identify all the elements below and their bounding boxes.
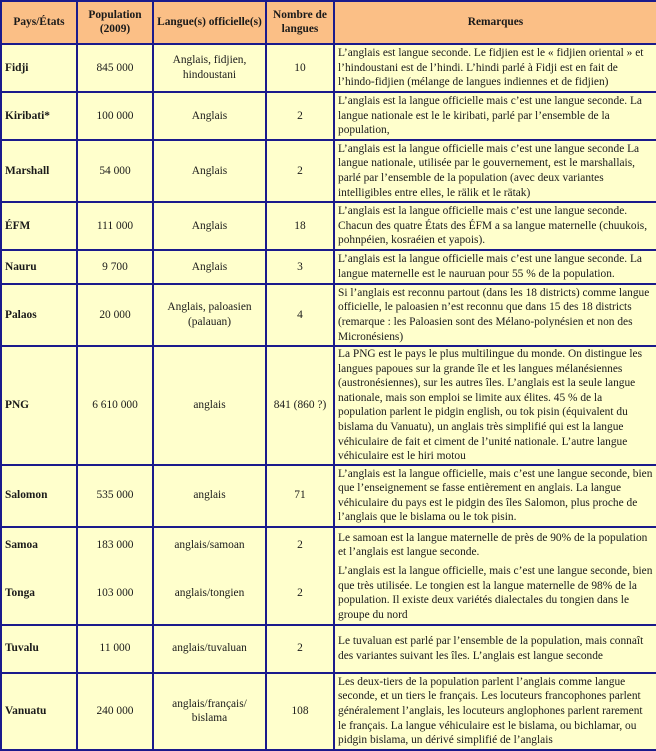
cell-remarks: Le samoan est la langue maternelle de près de 90% de la population et l’anglais est langue seconde. — [334, 527, 656, 563]
header-remarks: Remarques — [334, 1, 656, 44]
cell-official-languages: Anglais — [153, 250, 266, 284]
cell-language-count: 2 — [266, 625, 334, 673]
cell-official-languages: anglais/tongien — [153, 563, 266, 625]
cell-language-count: 10 — [266, 44, 334, 92]
cell-country: Vanuatu — [1, 673, 77, 750]
cell-remarks: L’anglais est la langue officielle mais c’est une langue seconde. Chacun des quatre États des ÉFM a sa langue maternelle (chuukois, pohnpéien, kosraéien et yapois). — [334, 202, 656, 250]
cell-remarks: Si l’anglais est reconnu partout (dans les 18 districts) comme langue officielle, le paloasien n’est reconnu que dans 15 des 18 districts (remarque : les Paloasien sont des Mélano-polynésien et non des Micronésiens) — [334, 284, 656, 346]
cell-population: 103 000 — [77, 563, 153, 625]
cell-remarks: Les deux-tiers de la population parlent l’anglais comme langue seconde, et un tiers le français. Les locuteurs francophones parlent généralement l’anglais, les locuteurs anglophones parlent rarement le français. La langue véhiculaire est le bislama, ou bichlamar, ou pidgin bislama, un dérivé simplifié de l’anglais — [334, 673, 656, 750]
cell-population: 11 000 — [77, 625, 153, 673]
cell-official-languages: Anglais — [153, 202, 266, 250]
cell-country: Samoa — [1, 527, 77, 563]
cell-language-count: 2 — [266, 527, 334, 563]
table-row — [1, 465, 656, 527]
cell-language-count: 841 (860 ?) — [266, 346, 334, 465]
cell-population: 535 000 — [77, 465, 153, 527]
cell-population: 100 000 — [77, 92, 153, 140]
cell-language-count: 3 — [266, 250, 334, 284]
cell-population: 240 000 — [77, 673, 153, 750]
table-row — [1, 44, 656, 92]
cell-official-languages: Anglais, fidjien, hindoustani — [153, 44, 266, 92]
table-row — [1, 284, 656, 346]
cell-official-languages: anglais — [153, 346, 266, 465]
cell-country: ÉFM — [1, 202, 77, 250]
cell-remarks: La PNG est le pays le plus multilingue du monde. On distingue les langues papoues sur la grande île et les langues mélanésiennes (austronésiennes), sur les autres îles. L’anglais est la seule langue nationale, mais son emploi se limite aux élites. 45 % de la population parlent le pidgin english, ou tok pisin (équivalent du bislama du Vanuatu), un anglais très simplifié qui est la langue véhiculaire de fait et ciment de l’unité nationale. L’autre langue véhiculaire est le hiri motou — [334, 346, 656, 465]
cell-remarks: L’anglais est la langue officielle mais c’est une langue seconde La langue nationale, utilisée par le gouvernement, est le marshallais, parlé par l’ensemble de la population (avec deux variantes intelligibles entre elles, le rälik et le rätak) — [334, 140, 656, 202]
table-row — [1, 625, 656, 673]
cell-population: 183 000 — [77, 527, 153, 563]
cell-country: PNG — [1, 346, 77, 465]
cell-country: Nauru — [1, 250, 77, 284]
cell-country: Marshall — [1, 140, 77, 202]
cell-population: 54 000 — [77, 140, 153, 202]
cell-remarks: L’anglais est la langue officielle, mais c’est une langue seconde, bien que très utilisée. Le tongien est la langue maternelle de 98% de la population. Il existe deux variétés dialectales du tongien dans le groupe du nord — [334, 563, 656, 625]
cell-official-languages: Anglais — [153, 92, 266, 140]
cell-population: 111 000 — [77, 202, 153, 250]
cell-official-languages: Anglais, paloasien (palauan) — [153, 284, 266, 346]
table-row — [1, 527, 656, 563]
table-row — [1, 346, 656, 465]
cell-remarks: L’anglais est la langue officielle, mais c’est une langue seconde, bien que l’enseignement se fasse entièrement en anglais. La langue véhiculaire du pays est le pidgin des îles Salomon, plus proche de l’anglais que le bislama ou le tok pisin. — [334, 465, 656, 527]
cell-official-languages: Anglais — [153, 140, 266, 202]
header-official-languages: Langue(s) officielle(s) — [153, 1, 266, 44]
header-population: Population (2009) — [77, 1, 153, 44]
table-row — [1, 563, 656, 625]
cell-official-languages: anglais/tuvaluan — [153, 625, 266, 673]
cell-population: 20 000 — [77, 284, 153, 346]
cell-language-count: 71 — [266, 465, 334, 527]
cell-remarks: L’anglais est la langue officielle mais c’est une langue seconde. La langue maternelle est le nauruan pour 55 % de la population. — [334, 250, 656, 284]
cell-language-count: 2 — [266, 92, 334, 140]
header-language-count: Nombre de langues — [266, 1, 334, 44]
cell-country: Salomon — [1, 465, 77, 527]
cell-population: 6 610 000 — [77, 346, 153, 465]
cell-population: 845 000 — [77, 44, 153, 92]
cell-remarks: Le tuvaluan est parlé par l’ensemble de la population, mais connaît des variantes suivant les îles. L’anglais est langue seconde — [334, 625, 656, 673]
cell-language-count: 2 — [266, 563, 334, 625]
table-row — [1, 673, 656, 750]
cell-language-count: 4 — [266, 284, 334, 346]
header-row — [1, 1, 656, 44]
cell-official-languages: anglais — [153, 465, 266, 527]
cell-remarks: L’anglais est la langue officielle mais c’est une langue seconde. La langue nationale est le le kiribati, parlé par l’ensemble de la population, — [334, 92, 656, 140]
cell-official-languages: anglais/samoan — [153, 527, 266, 563]
cell-remarks: L’anglais est langue seconde. Le fidjien est le « fidjien oriental » et l’hindoustani est de l’hindi. L’hindi parlé à Fidji est en fait de l’hindo-fidjien (mélange de langues indiennes et de fidjien) — [334, 44, 656, 92]
table-row — [1, 250, 656, 284]
table-row — [1, 140, 656, 202]
cell-language-count: 108 — [266, 673, 334, 750]
cell-language-count: 2 — [266, 140, 334, 202]
cell-country: Fidji — [1, 44, 77, 92]
cell-population: 9 700 — [77, 250, 153, 284]
cell-official-languages: anglais/français/ bislama — [153, 673, 266, 750]
cell-country: Tonga — [1, 563, 77, 625]
table-row — [1, 202, 656, 250]
cell-country: Kiribati* — [1, 92, 77, 140]
table-row — [1, 92, 656, 140]
cell-country: Tuvalu — [1, 625, 77, 673]
cell-language-count: 18 — [266, 202, 334, 250]
cell-country: Palaos — [1, 284, 77, 346]
header-country: Pays/États — [1, 1, 77, 44]
